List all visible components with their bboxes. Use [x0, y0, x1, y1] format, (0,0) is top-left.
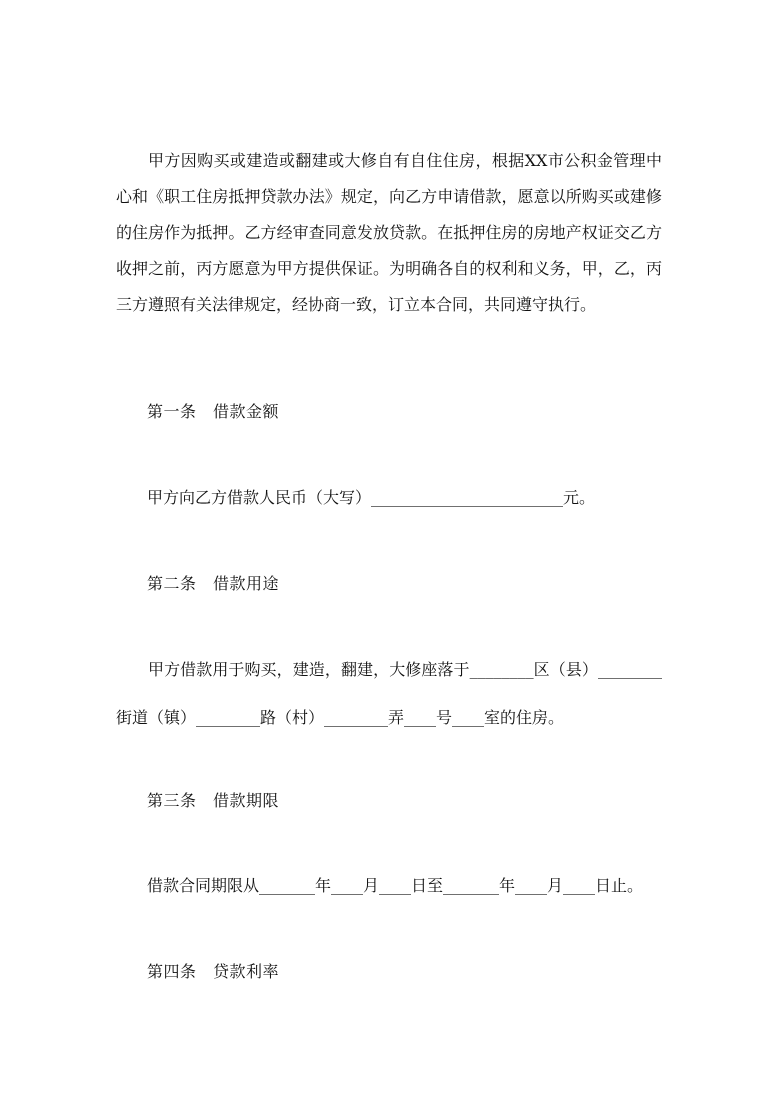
article-2-heading: 第二条 借款用途 [147, 574, 280, 593]
article-1-heading: 第一条 借款金额 [147, 402, 280, 421]
article-3-text: 借款合同期限从_______年____月____日至_______年____月____日止。 [147, 876, 644, 895]
article-3-heading: 第三条 借款期限 [147, 791, 280, 810]
article-2-text: 甲方借款用于购买，建造，翻建，大修座落于________区（县）________街道（镇）________路（村）________弄____号____室的住房。 [116, 660, 662, 727]
intro-paragraph: 甲方因购买或建造或翻建或大修自有自住住房，根据XX市公积金管理中心和《职工住房抵押贷款办法》规定，向乙方申请借款，愿意以所购买或建修的住房作为抵押。乙方经审查同意发放贷款。在抵押住房的房地产权证交乙方收押之前，丙方愿意为甲方提供保证。为明确各自的权利和义务，甲，乙，丙三方遵照有关法律规定，经协商一致，订立本合同，共同遵守执行。 [116, 151, 662, 314]
article-1-text: 甲方向乙方借款人民币（大写）________________________元。 [147, 488, 596, 507]
article-4-heading: 第四条 贷款利率 [147, 962, 280, 981]
